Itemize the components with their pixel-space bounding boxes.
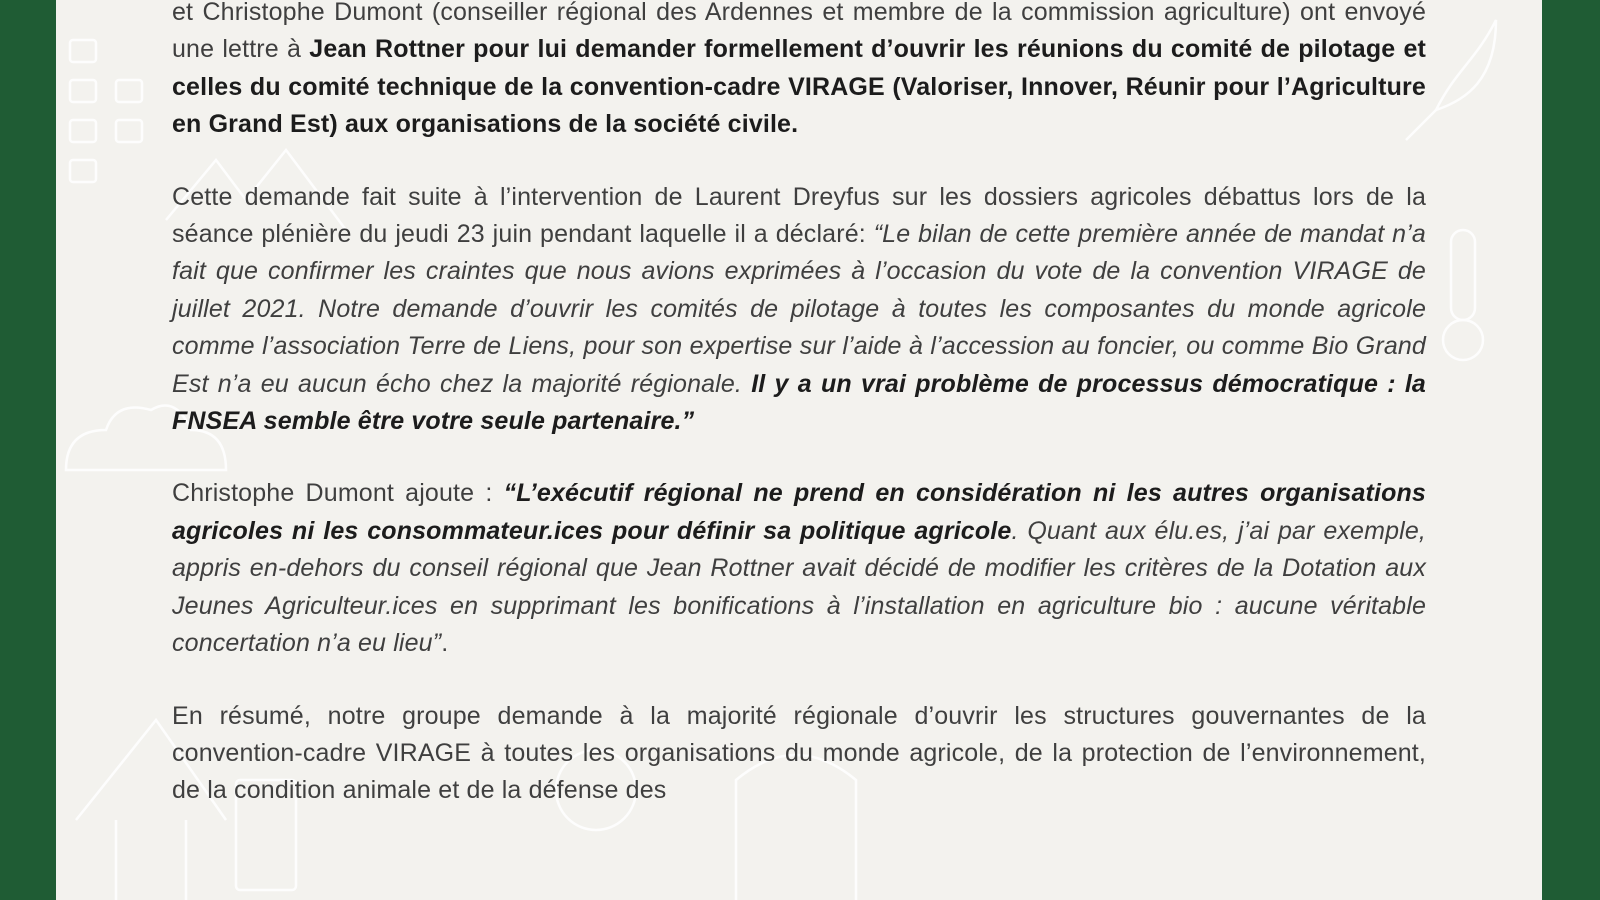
paragraph-letter-intro: et Christophe Dumont (conseiller régional des Ardennes et membre de la commission agriculture) ont envoyé une lettre à [172, 0, 1426, 64]
paragraph-letter-demand: Jean Rottner pour lui demander formellement d’ouvrir les réunions du comité de pilotage et celles du comité technique de la convention-cadre VIRAGE (Valoriser, Innover, Réunir pour l’Agriculture en Grand Est) aux organisations de la société civile. [172, 35, 1427, 139]
paragraph-dumont-intro: Christophe Dumont ajoute : [172, 479, 504, 508]
paragraph-intervention-intro: Cette demande fait suite à l’intervention de Laurent Dreyfus sur les dossiers agricoles débattus lors de la séance plénière du jeudi 23 juin pendant laquelle il a déclaré: [172, 182, 1426, 249]
paragraph-dumont-end: . [441, 629, 449, 658]
article-body [172, 0, 1426, 845]
right-green-border [1542, 0, 1600, 900]
paragraph-intervention [172, 179, 1426, 441]
paragraph-summary [172, 698, 1426, 810]
left-green-border [0, 0, 56, 900]
paragraph-intervention-emphasis: Il y a un vrai problème de processus démocratique : la FNSEA semble être votre seule partenaire.” [172, 369, 1426, 436]
paragraph-letter [172, 0, 1426, 144]
paragraph-dumont-emphasis: “L’exécutif régional ne prend en considération ni les autres organisations agricoles ni les consommateur.ices pour définir sa politique agricole [172, 479, 1426, 545]
paragraph-dumont-quote: . Quant aux élu.es, j’ai par exemple, appris en-dehors du conseil régional que Jean Rottner avait décidé de modifier les critères de la Dotation aux Jeunes Agriculteur.ices en supprimant les bonifications à l’installation en agriculture bio : aucune véritable concertation n’a eu lieu” [172, 516, 1426, 658]
paragraph-summary-text: En résumé, notre groupe demande à la majorité régionale d’ouvrir les structures gouvernantes de la convention-cadre VIRAGE à toutes les organisations du monde agricole, de la protection de l’environnement, de la condition animale et de la défense des [172, 701, 1426, 805]
thermometer-icon [1443, 230, 1483, 360]
document-page [56, 0, 1542, 900]
paragraph-dumont [172, 475, 1426, 662]
paragraph-intervention-quote: “Le bilan de cette première année de mandat n’a fait que confirmer les craintes que nous avions exprimées à l’occasion du vote de la convention VIRAGE de juillet 2021. Notre demande d’ouvrir les comités de pilotage à toutes les composantes du monde agricole comme l’association Terre de Liens, pour son expertise sur l’aide à l’accession au foncier, ou comme Bio Grand Est n’a eu aucun écho chez la majorité régionale. [172, 220, 1426, 398]
